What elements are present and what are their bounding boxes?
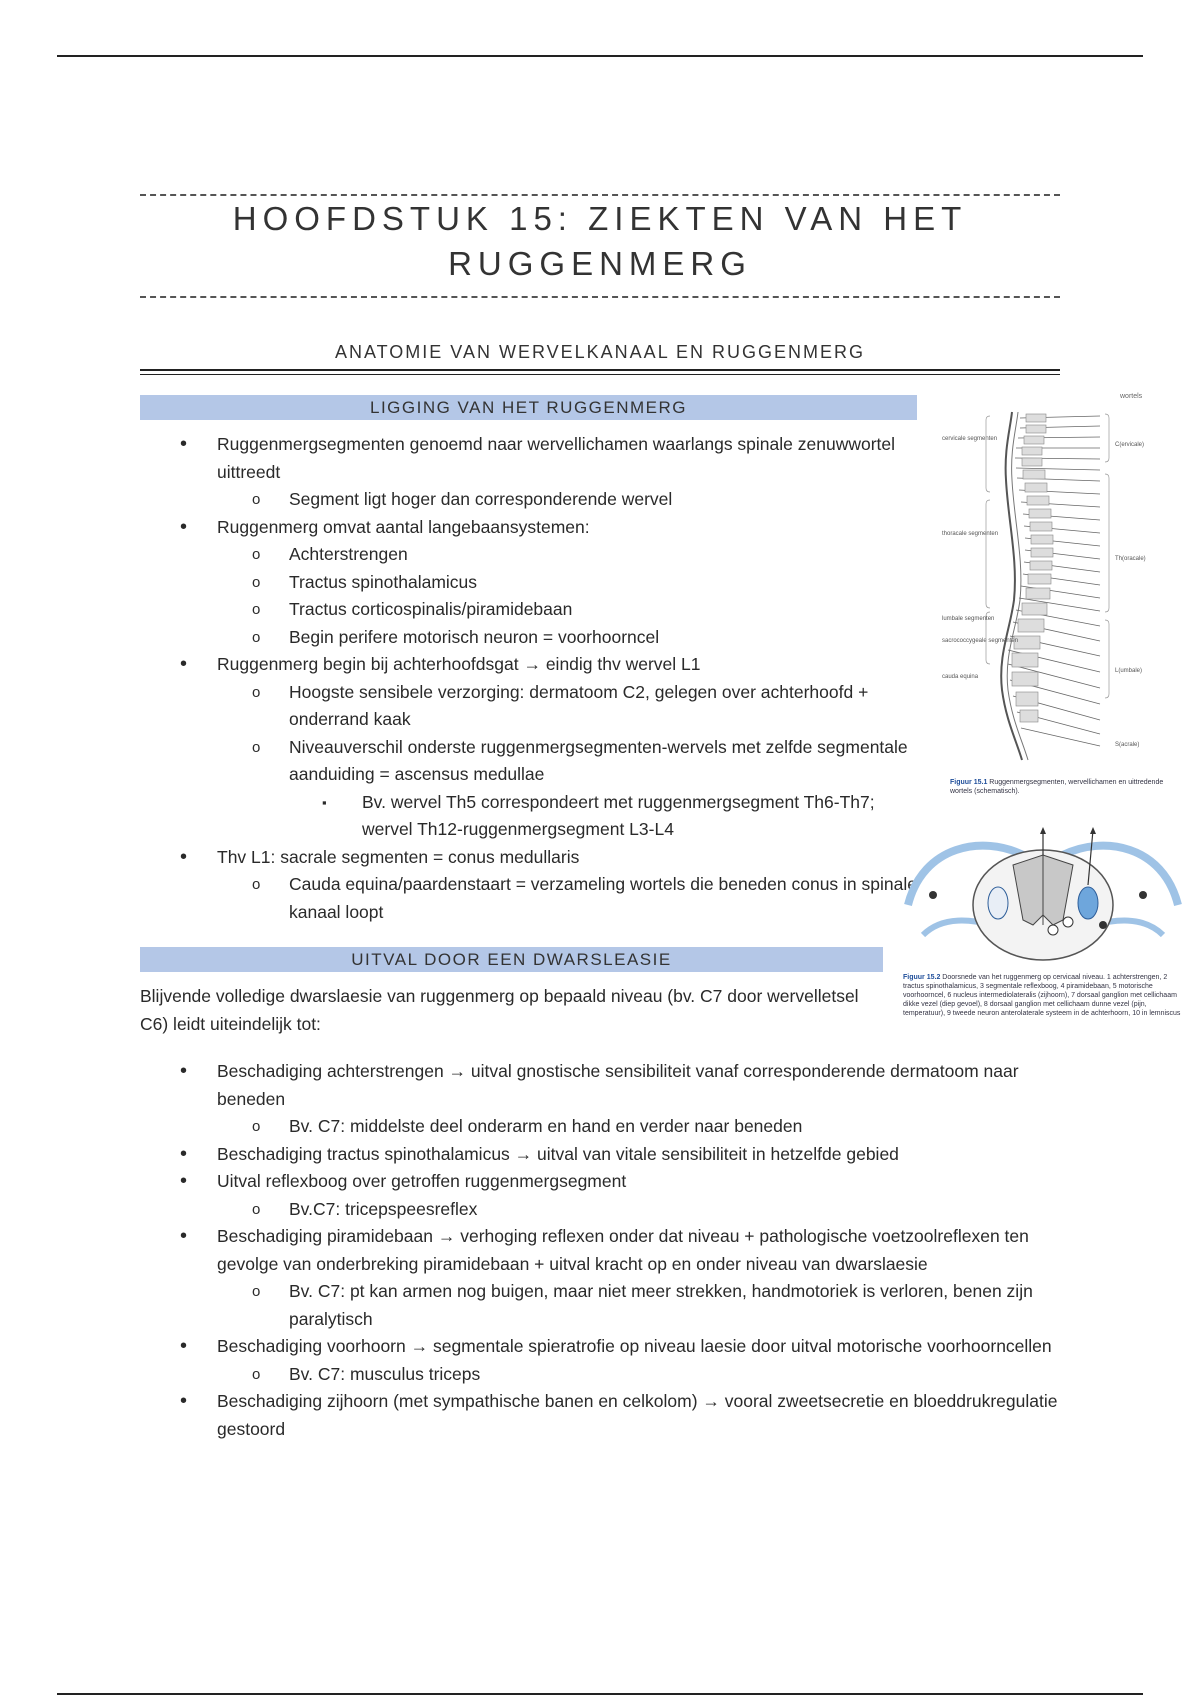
label-s: S(acrale) (1115, 742, 1140, 748)
section1-heading: LIGGING VAN HET RUGGENMERG (140, 395, 917, 420)
list-item: o Tractus corticospinalis/piramidebaan (140, 596, 930, 624)
list-item: o Bv. C7: middelste deel onderarm en hand en verder naar beneden (140, 1113, 1060, 1141)
list-item: • Beschadiging zijhoorn (met sympathische banen en celkolom) → vooral zweetsecretie en bloeddrukregulatie gestoord (140, 1388, 1060, 1443)
figure1-caption-number: Figuur 15.1 (950, 779, 988, 786)
page-title (140, 196, 1060, 286)
section1-list-container (140, 431, 930, 926)
section2-heading: UITVAL DOOR EEN DWARSLEASIE (140, 947, 883, 972)
list-item: o Cauda equina/paardenstaart = verzameling wortels die beneden conus in spinale kanaal loopt (140, 871, 930, 926)
list-item: o Begin perifere motorisch neuron = voorhoorncel (140, 624, 930, 652)
figure2-caption-number: Figuur 15.2 (903, 974, 941, 981)
section1-list (140, 431, 930, 926)
label-thoracale: thoracale segmenten (942, 531, 999, 537)
label-sacrococcygeale: sacrococcygeale segmenten (942, 638, 1019, 644)
label-cervicale: cervicale segmenten (942, 436, 998, 442)
list-item: o Segment ligt hoger dan corresponderende wervel (140, 486, 930, 514)
list-item: • Uitval reflexboog over getroffen ruggenmergsegment (140, 1168, 1060, 1196)
list-item: • Beschadiging piramidebaan → verhoging reflexen onder dat niveau + pathologische voetzoolreflexen ten gevolge van onderbreking piramidebaan + uitval kracht op en onder niveau van dwarslaesie (140, 1223, 1060, 1278)
label-lumbale: lumbale segmenten (942, 616, 995, 622)
list-item: o Bv. C7: musculus triceps (140, 1361, 1060, 1389)
label-cauda: cauda equina (942, 674, 979, 680)
list-item: • Ruggenmergsegmenten genoemd naar wervellichamen waarlangs spinale zenuwwortel uittreedt (140, 431, 930, 486)
label-th: Th(oracale) (1115, 556, 1146, 562)
subtitle-double-rule (140, 369, 1060, 375)
list-item: • Beschadiging tractus spinothalamicus → uitval van vitale sensibiliteit in hetzelfde gebied (140, 1141, 1060, 1169)
label-l: L(umbale) (1115, 668, 1143, 674)
section2-list (140, 1058, 1060, 1443)
title-line-2: RUGGENMERG (448, 245, 752, 282)
figure1-caption-text: Ruggenmergsegmenten, wervellichamen en uittredende wortels (schematisch). (950, 779, 1164, 795)
title-line-1: HOOFDSTUK 15: ZIEKTEN VAN HET (232, 200, 968, 237)
list-item: • Beschadiging voorhoorn → segmentale spieratrofie op niveau laesie door uitval motorische voorhoorncellen (140, 1333, 1060, 1361)
spine-figure (940, 390, 1170, 800)
figure2-caption-text: Doorsnede van het ruggenmerg op cervicaal niveau. 1 achterstrengen, 2 tractus spinothalamicus, 3 segmentale reflexboog, 4 piramidebaan, 5 motorische voorhoorncel, 6 nucleus intermediolateralis (zijhoorn), 7 dorsaal ganglion met cellichaam dikke vezel (diep gevoel), 8 dorsaal ganglion met cellichaam dunne vezel (pijn, temperatuur), 9 tweede neuron anterolaterale systeem in de achterhoorn, 10 in lemniscus (903, 974, 1181, 1017)
cross-section-figure (903, 825, 1183, 1045)
label-wortels: wortels (1120, 393, 1143, 400)
list-item: • Beschadiging achterstrengen → uitval gnostische sensibiliteit vanaf corresponderende dermatoom naar beneden (140, 1058, 1060, 1113)
list-item: o Tractus spinothalamicus (140, 569, 930, 597)
list-item: o Bv. C7: pt kan armen nog buigen, maar niet meer strekken, handmotoriek is verloren, benen zijn paralytisch (140, 1278, 1060, 1333)
list-item: ▪ Bv. wervel Th5 correspondeert met ruggenmergsegment Th6-Th7; wervel Th12-ruggenmergsegment L3-L4 (140, 789, 930, 844)
list-item: o Niveauverschil onderste ruggenmergsegmenten-wervels met zelfde segmentale aanduiding = ascensus medullae (140, 734, 930, 789)
list-item: • Thv L1: sacrale segmenten = conus medullaris (140, 844, 930, 872)
figure1-caption (950, 778, 1165, 796)
list-item: • Ruggenmerg begin bij achterhoofdsgat → eindig thv wervel L1 (140, 651, 930, 679)
section-subtitle: ANATOMIE VAN WERVELKANAAL EN RUGGENMERG (334, 342, 866, 362)
list-item: o Bv.C7: tricepspeesreflex (140, 1196, 1060, 1224)
list-item: • Ruggenmerg omvat aantal langebaansystemen: (140, 514, 930, 542)
page-bottom-rule (57, 1693, 1143, 1695)
section2-intro: Blijvende volledige dwarslaesie van ruggenmerg op bepaald niveau (bv. C7 door wervelletsel C6) leidt uiteindelijk tot: (140, 986, 859, 1034)
label-c: C(ervicale) (1115, 442, 1145, 448)
figure2-caption (903, 973, 1183, 1018)
page-top-rule (57, 55, 1143, 57)
section2-list-container (140, 1058, 1060, 1443)
title-dashed-rule-bottom (140, 296, 1060, 298)
cross-section-diagram (903, 825, 1183, 965)
spine-diagram (940, 390, 1170, 800)
list-item: o Achterstrengen (140, 541, 930, 569)
list-item: o Hoogste sensibele verzorging: dermatoom C2, gelegen over achterhoofd + onderrand kaak (140, 679, 930, 734)
